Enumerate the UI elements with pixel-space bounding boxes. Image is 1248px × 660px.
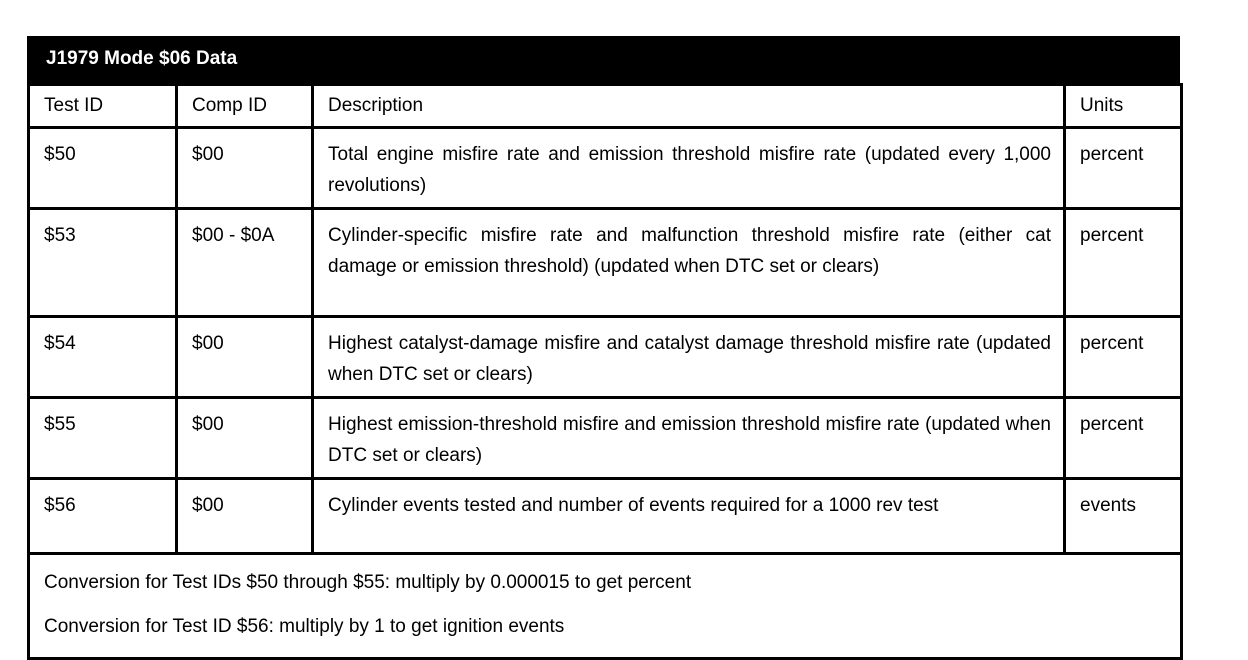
cell-test-id: $55	[29, 398, 177, 479]
cell-description: Highest catalyst-damage misfire and catalyst damage threshold misfire rate (updated when DTC set or clears)	[313, 317, 1065, 398]
column-header-description: Description	[313, 85, 1065, 128]
cell-units: percent	[1065, 317, 1182, 398]
cell-units: percent	[1065, 128, 1182, 209]
cell-test-id: $53	[29, 209, 177, 317]
table-row	[29, 479, 1182, 554]
table-row	[29, 317, 1182, 398]
column-header-comp-id: Comp ID	[177, 85, 313, 128]
table-row	[29, 128, 1182, 209]
cell-comp-id: $00	[177, 398, 313, 479]
mode06-data-table	[27, 83, 1183, 660]
table-title: J1979 Mode $06 Data	[27, 36, 1180, 83]
mode06-table-container	[27, 36, 1180, 660]
cell-description: Cylinder-specific misfire rate and malfunction threshold misfire rate (either cat damage or emission threshold) (updated when DTC set or clears)	[313, 209, 1065, 317]
cell-comp-id: $00	[177, 317, 313, 398]
cell-comp-id: $00 - $0A	[177, 209, 313, 317]
cell-test-id: $56	[29, 479, 177, 554]
conversion-note: Conversion for Test ID $56: multiply by 1 to get ignition events	[44, 616, 565, 637]
header-row	[29, 85, 1182, 128]
conversion-notes-row	[29, 554, 1182, 659]
cell-description: Highest emission-threshold misfire and emission threshold misfire rate (updated when DTC set or clears)	[313, 398, 1065, 479]
table-row	[29, 209, 1182, 317]
cell-test-id: $54	[29, 317, 177, 398]
table-row	[29, 398, 1182, 479]
cell-description: Cylinder events tested and number of events required for a 1000 rev test	[313, 479, 1065, 554]
cell-description: Total engine misfire rate and emission threshold misfire rate (updated every 1,000 revolutions)	[313, 128, 1065, 209]
cell-comp-id: $00	[177, 128, 313, 209]
cell-test-id: $50	[29, 128, 177, 209]
column-header-test-id: Test ID	[29, 85, 177, 128]
cell-comp-id: $00	[177, 479, 313, 554]
cell-units: percent	[1065, 398, 1182, 479]
conversion-notes-cell	[29, 554, 1182, 659]
column-header-units: Units	[1065, 85, 1182, 128]
cell-units: percent	[1065, 209, 1182, 317]
cell-units: events	[1065, 479, 1182, 554]
conversion-note: Conversion for Test IDs $50 through $55: multiply by 0.000015 to get percent	[44, 572, 692, 593]
